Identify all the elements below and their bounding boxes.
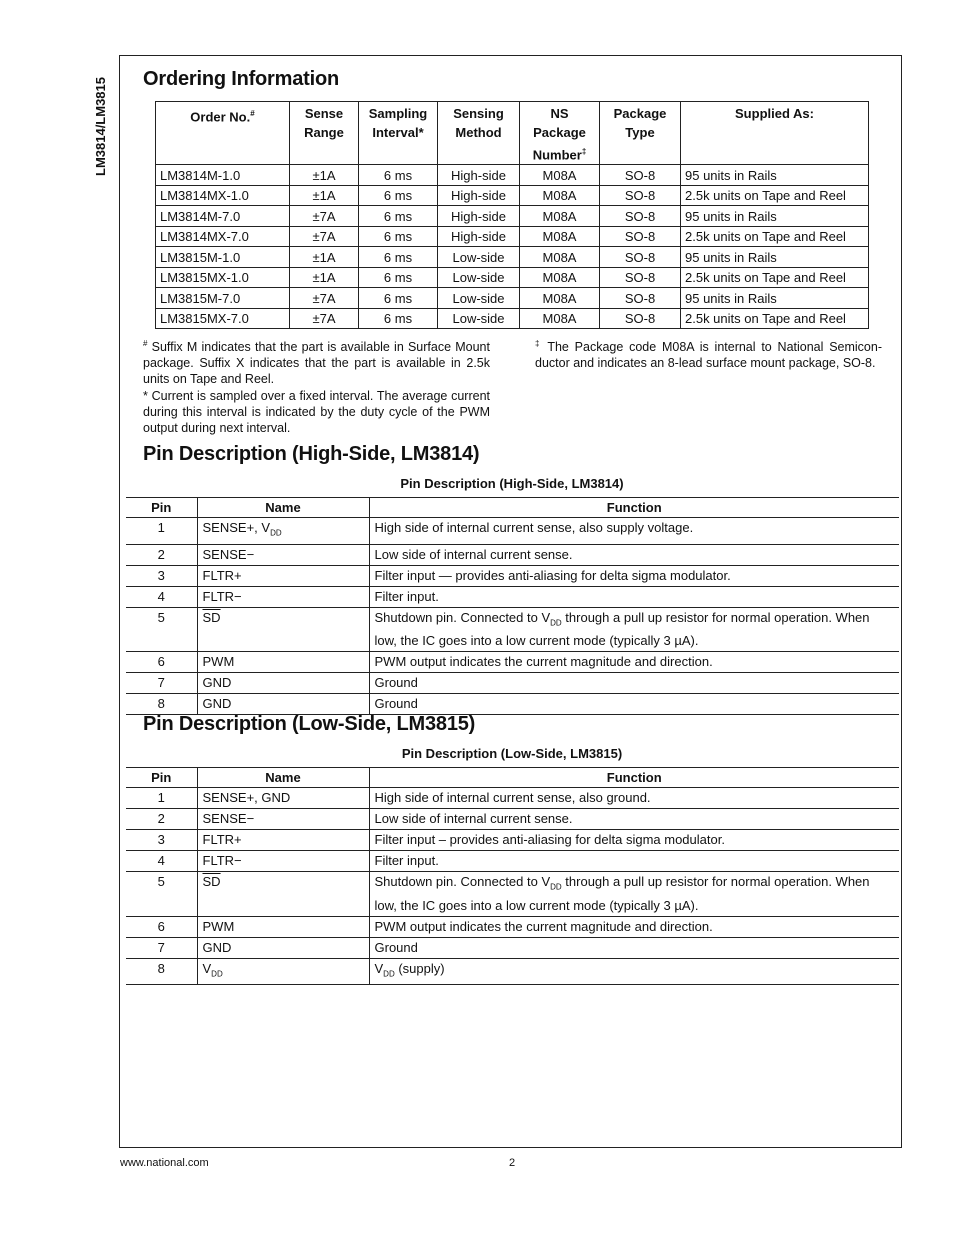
table-row: LM3815M-7.0 ±7A 6 ms Low-side M08A SO-8 95 units in Rails [156, 288, 869, 309]
table-row: LM3815MX-7.0 ±7A 6 ms Low-side M08A SO-8 2.5k units on Tape and Reel [156, 308, 869, 329]
header-package-type: Package Type [600, 102, 681, 165]
table-row: LM3815M-1.0 ±1A 6 ms Low-side M08A SO-8 95 units in Rails [156, 247, 869, 268]
table-row: 4 FLTR− Filter input. [126, 851, 899, 872]
table-row: 2 SENSE− Low side of internal current sense. [126, 809, 899, 830]
note-current: * Current is sampled over a fixed interval. The average current during this interval is indicated by the duty cycle of the PWM output during next interval. [143, 389, 490, 435]
table-row: LM3814M-7.0 ±7A 6 ms High-side M08A SO-8 95 units in Rails [156, 206, 869, 227]
side-label [93, 56, 113, 176]
pin-low-caption: Pin Description (Low-Side, LM3815) [401, 746, 623, 761]
note-suffix: # Suffix M indicates that the part is available in Surface Mount package. Suffix X indicates that the part is available in 2.5k units on Tape and Reel. [143, 339, 490, 387]
note-package: ‡ The Package code M08A is internal to National Semicon-ductor and indicates an 8-lead surface mount package, SO-8. [535, 339, 882, 371]
table-row: LM3814MX-1.0 ±1A 6 ms High-side M08A SO-8 2.5k units on Tape and Reel [156, 185, 869, 206]
header-name: Name [197, 768, 369, 788]
table-row: 3 FLTR+ Filter input — provides anti-aliasing for delta sigma modulator. [126, 565, 899, 586]
pin-high-caption: Pin Description (High-Side, LM3814) [400, 476, 624, 491]
table-row: LM3815MX-1.0 ±1A 6 ms Low-side M08A SO-8 2.5k units on Tape and Reel [156, 267, 869, 288]
table-row: 7 GND Ground [126, 937, 899, 958]
header-sensing-method: Sensing Method [438, 102, 520, 165]
header-supplied-as: Supplied As: [681, 102, 869, 165]
table-row: 8 $V_{DD}$ $V_{DD}$ (supply) [126, 958, 899, 985]
table-row: LM3814M-1.0 ±1A 6 ms High-side M08A SO-8 95 units in Rails [156, 165, 869, 186]
pin-high-title: Pin Description (High-Side, LM3814) [143, 443, 480, 465]
table-row: 4 FLTR− Filter input. [126, 586, 899, 607]
table-row: 5 $\overline{SD}$ Shutdown pin. Connected to $V_{DD}$ through a pull up resistor for normal operation. When low, the IC goes into a low current mode (typically 3 µA). [126, 607, 899, 652]
footer-page-number: 2 [509, 1157, 516, 1169]
pin-low-table [126, 767, 899, 985]
table-row: 1 SENSE+, GND High side of internal current sense, also ground. [126, 788, 899, 809]
table-row: 3 FLTR+ Filter input – provides anti-aliasing for delta sigma modulator. [126, 830, 899, 851]
header-function: Function [369, 768, 899, 788]
pin-high-header-row [126, 498, 899, 518]
header-function: Function [369, 498, 899, 518]
table-row: 2 SENSE− Low side of internal current sense. [126, 544, 899, 565]
ordering-header-row [156, 102, 869, 165]
table-row: 8 GND Ground [126, 694, 899, 715]
part-number-label: LM3814/LM3815 [93, 77, 108, 176]
pin-high-table [126, 497, 899, 715]
table-row: 6 PWM PWM output indicates the current magnitude and direction. [126, 652, 899, 673]
table-row: 6 PWM PWM output indicates the current magnitude and direction. [126, 916, 899, 937]
header-pin: Pin [126, 498, 197, 518]
table-row: 5 $\overline{SD}$ Shutdown pin. Connected to $V_{DD}$ through a pull up resistor for normal operation. When low, the IC goes into a low current mode (typically 3 µA). [126, 872, 899, 917]
table-row: LM3814MX-7.0 ±7A 6 ms High-side M08A SO-8 2.5k units on Tape and Reel [156, 226, 869, 247]
table-row: 1 SENSE+, $V_{DD}$ High side of internal current sense, also supply voltage. [126, 518, 899, 545]
table-row: 7 GND Ground [126, 673, 899, 694]
header-ns-package: NS Package Number‡ [520, 102, 600, 165]
ordering-table [155, 101, 869, 329]
header-name: Name [197, 498, 369, 518]
pin-low-header-row [126, 768, 899, 788]
pin-low-title: Pin Description (Low-Side, LM3815) [143, 713, 476, 735]
header-sense-range: Sense Range [290, 102, 359, 165]
header-pin: Pin [126, 768, 197, 788]
header-order-no: Order No.# [156, 102, 290, 165]
footer-website: www.national.com [120, 1157, 209, 1169]
header-sampling-interval: Sampling Interval* [359, 102, 438, 165]
ordering-title: Ordering Information [143, 68, 340, 90]
